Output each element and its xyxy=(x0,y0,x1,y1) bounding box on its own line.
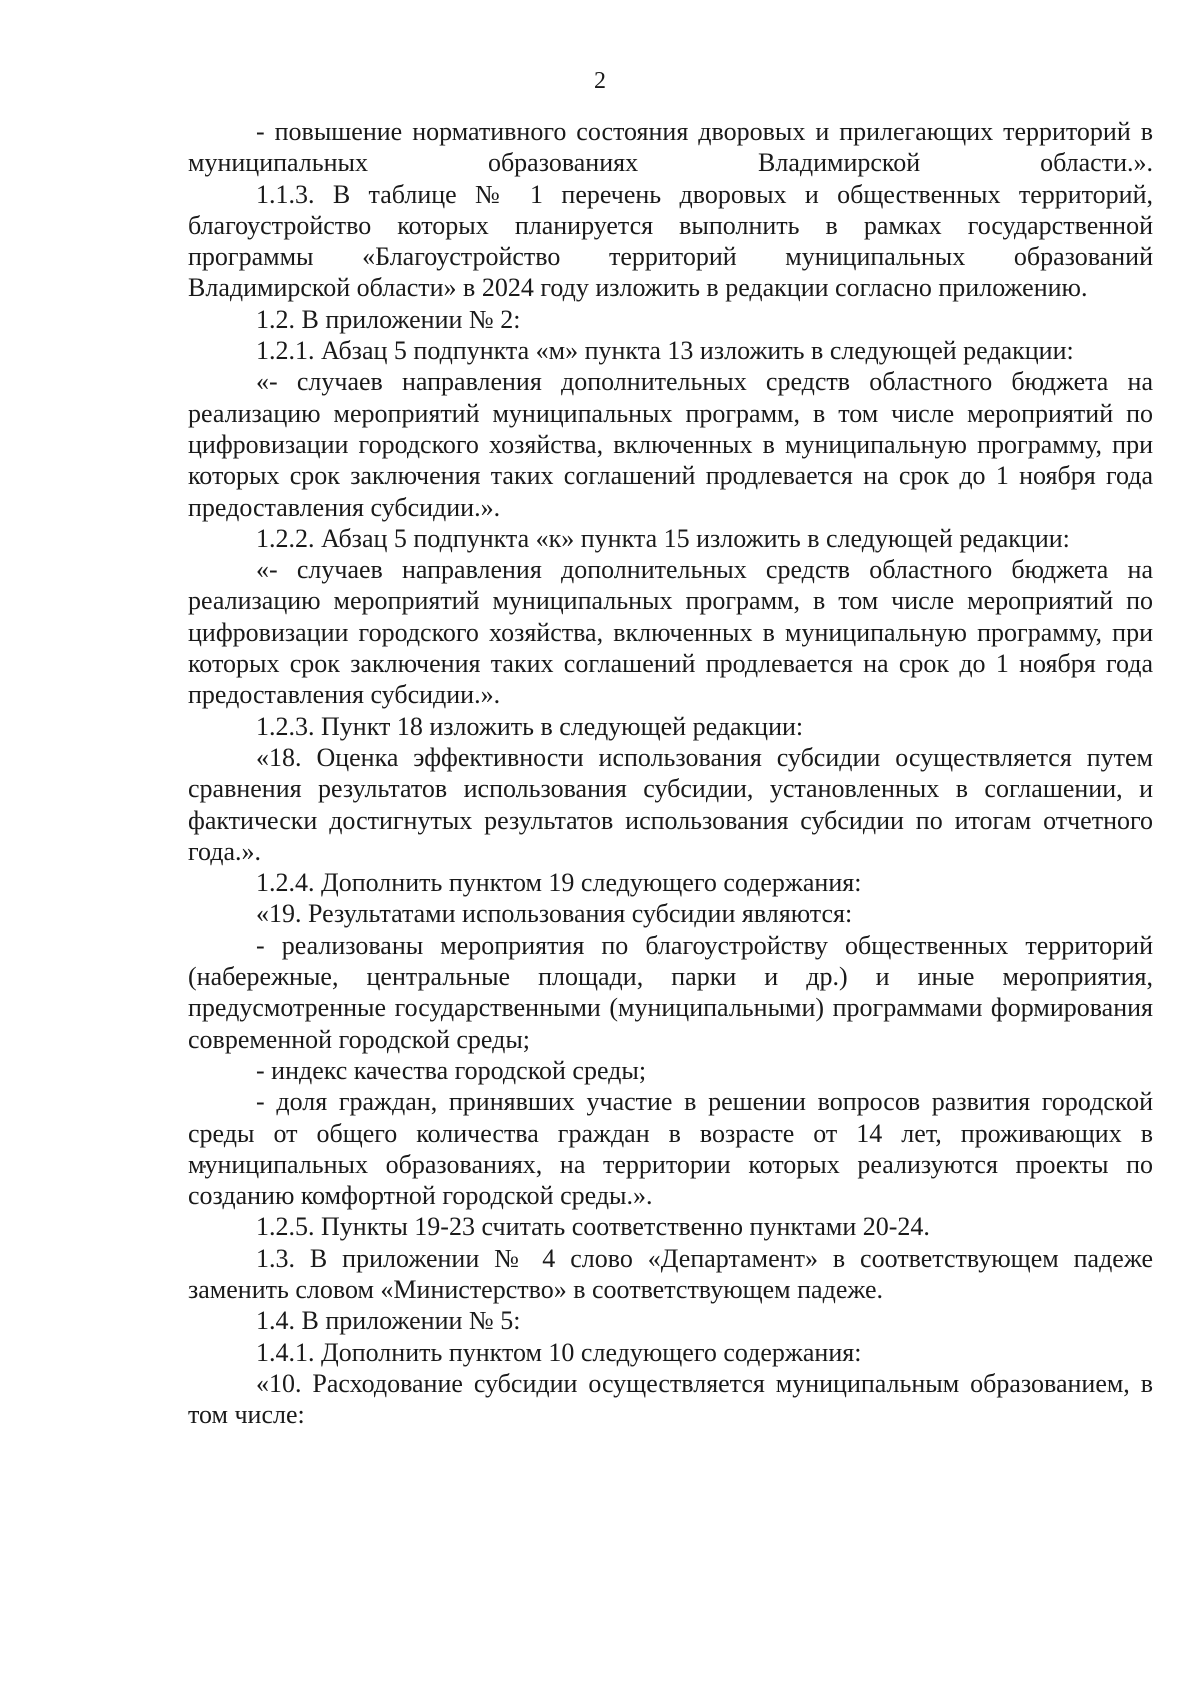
paragraph-1-4-1: 1.4.1. Дополнить пунктом 10 следующего содержания: xyxy=(256,1337,862,1367)
paragraph-1-2-4: 1.2.4. Дополнить пунктом 19 следующего содержания: xyxy=(256,868,862,898)
page-number: 2 xyxy=(594,68,606,94)
paragraph-1-4: 1.4. В приложении № 5: xyxy=(256,1306,521,1336)
paragraph-1-3: 1.3. В приложении № 4 слово «Департамент» в соответствующем падеже заменить словом «Министерство» в соответствующем падеже. xyxy=(188,1243,1153,1304)
paragraph-quote-1-2-1: «- случаев направления дополнительных средств областного бюджета на реализацию мероприятий муниципальных программ, в том числе мероприятий по цифровизации городского хозяйства, включенных в муниципальную программу, при которых срок заключения таких соглашений продлевается на срок до 1 ноября года предоставления субсидии.». xyxy=(188,367,1153,522)
paragraph-quote-1-2-2: «- случаев направления дополнительных средств областного бюджета на реализацию мероприятий муниципальных программ, в том числе мероприятий по цифровизации городского хозяйства, включенных в муниципальную программу, при которых срок заключения таких соглашений продлевается на срок до 1 ноября года предоставления субсидии.». xyxy=(188,555,1153,710)
paragraph-1-2: 1.2. В приложении № 2: xyxy=(256,304,521,334)
document-body xyxy=(188,116,1153,1430)
paragraph-1-2-2: 1.2.2. Абзац 5 подпункта «к» пункта 15 изложить в следующей редакции: xyxy=(256,523,1070,553)
paragraph-1-2-3: 1.2.3. Пункт 18 изложить в следующей редакции: xyxy=(256,711,804,741)
paragraph-result-citizen-share: - доля граждан, принявших участие в решении вопросов развития городской среды от общего количества граждан в возрасте от 14 лет, проживающих в муниципальных образованиях, на территории которых реализуются проекты по созданию комфортной городской среды.». xyxy=(188,1087,1153,1211)
paragraph-quote-point-10: «10. Расходование субсидии осуществляется муниципальным образованием, в том числе: xyxy=(188,1368,1153,1430)
paragraph-result-improvement: - реализованы мероприятия по благоустройству общественных территорий (набережные, центральные площади, парки и др.) и иные мероприятия, предусмотренные государственными (муниципальными) программами формирования современной городской среды; xyxy=(188,930,1153,1054)
paragraph-1-1-3: 1.1.3. В таблице № 1 перечень дворовых и общественных территорий, благоустройство которых планируется выполнить в рамках государственной программы «Благоустройство территорий муниципальных образований Владимирской области» в 2024 году изложить в редакции согласно приложению. xyxy=(188,179,1153,303)
paragraph-1-2-5: 1.2.5. Пункты 19-23 считать соответственно пунктами 20-24. xyxy=(256,1212,930,1242)
paragraph-quote-point-18: «18. Оценка эффективности использования субсидии осуществляется путем сравнения результатов использования субсидии, установленных в соглашении, и фактически достигнутых результатов использования субсидии по итогам отчетного года.». xyxy=(188,742,1153,866)
paragraph-quote-point-19: «19. Результатами использования субсидии являются: xyxy=(256,899,853,929)
paragraph-improvement-state: - повышение нормативного состояния дворовых и прилегающих территорий в муниципальных образованиях Владимирской области.». xyxy=(188,117,1153,178)
paragraph-result-quality-index: - индекс качества городской среды; xyxy=(256,1055,647,1085)
paragraph-1-2-1: 1.2.1. Абзац 5 подпункта «м» пункта 13 изложить в следующей редакции: xyxy=(256,336,1074,366)
